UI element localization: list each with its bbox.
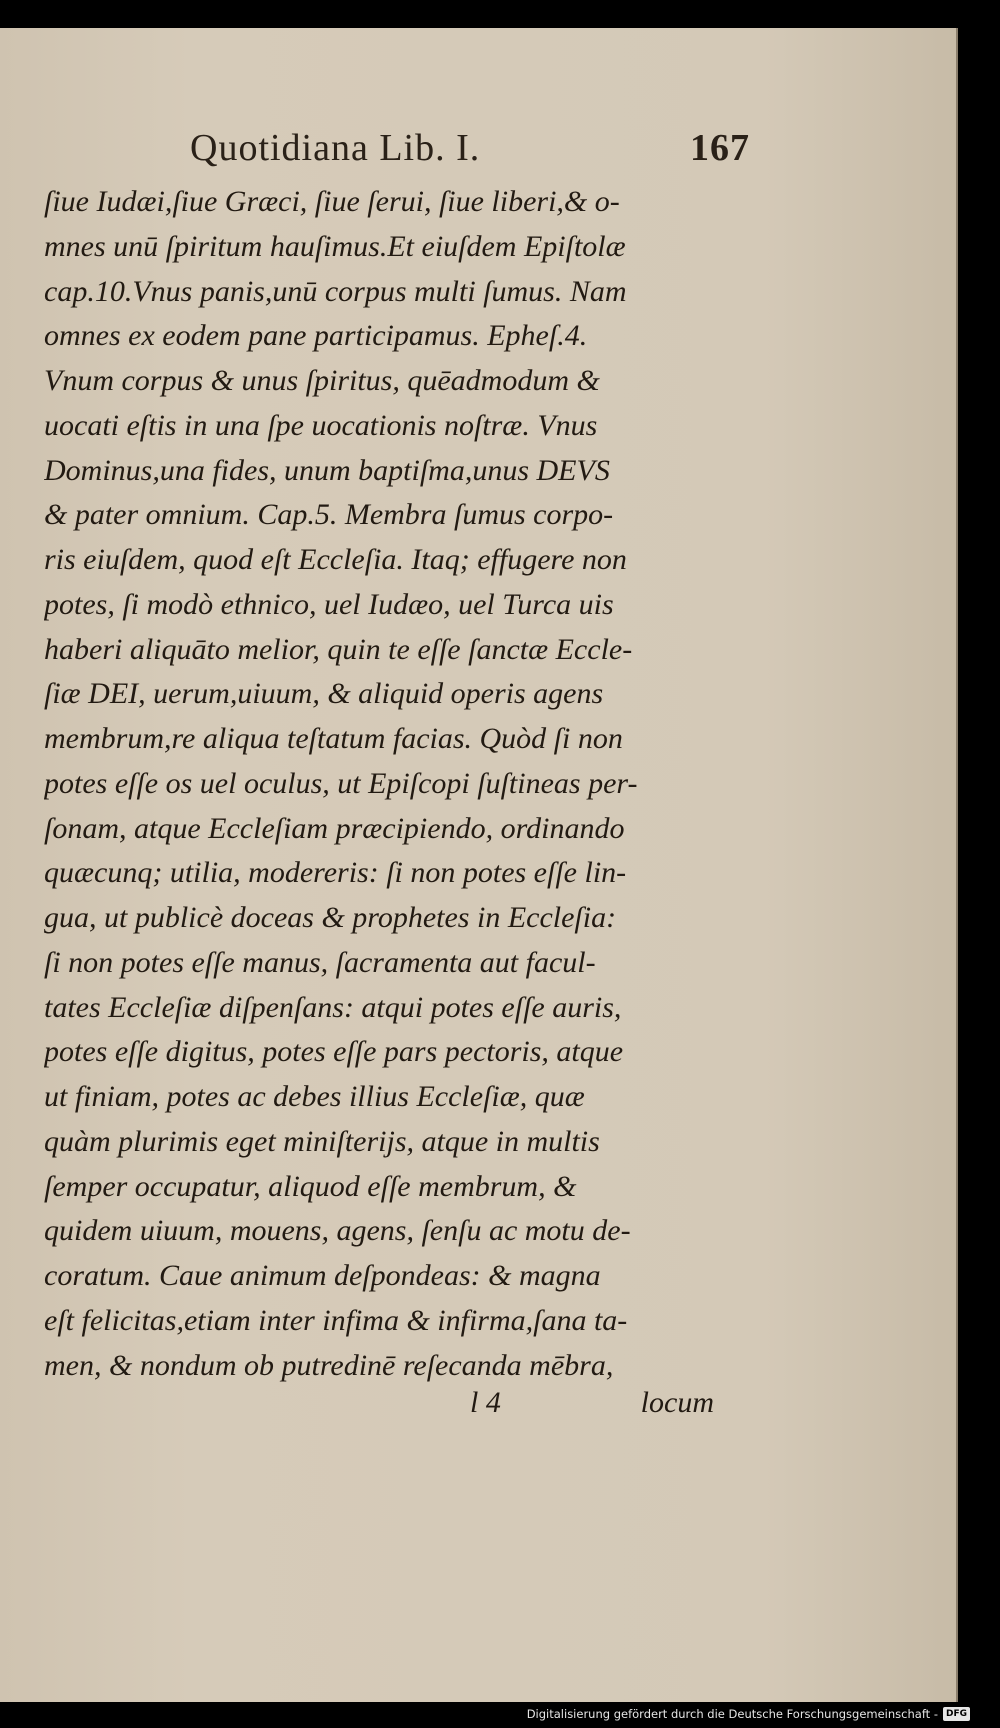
text-line: quæcunq; utilia, modereris: ſi non potes eſſe lin- <box>44 856 627 890</box>
text-line: Dominus,una fides, unum baptiſma,unus DEVS <box>44 453 610 487</box>
running-head <box>190 126 750 176</box>
text-line: ris eiuſdem, quod eſt Eccleſia. Itaq; effugere non <box>44 543 627 576</box>
text-line: potes eſſe digitus, potes eſſe pars pectoris, atque <box>44 1035 624 1069</box>
text-line: men, & nondum ob putredinē reſecanda mēbra, <box>44 1348 614 1382</box>
text-line: ſi non potes eſſe manus, ſacramenta aut facul- <box>44 945 596 979</box>
text-line: potes, ſi modò ethnico, uel Iudæo, uel Turca uis <box>44 587 614 621</box>
digitization-credit <box>527 1705 970 1723</box>
text-line: gua, ut publicè doceas & prophetes in Eccleſia: <box>44 901 617 934</box>
text-line: quidem uiuum, mouens, agens, ſenſu ac motu de- <box>44 1214 631 1248</box>
text-line: cap.10.Vnus panis,unū corpus multi ſumus. Nam <box>44 274 627 308</box>
text-line: ſiue Iudæi,ſiue Græci, ſiue ſerui, ſiue liberi,& o- <box>44 185 620 218</box>
text-line: coratum. Caue animum deſpondeas: & magna <box>44 1259 601 1292</box>
text-line: ſiæ DEI, uerum,uiuum, & aliquid operis agens <box>44 677 604 711</box>
text-line: eſt felicitas,etiam inter infima & infirma,ſana ta- <box>44 1303 628 1337</box>
text-line: quàm plurimis eget miniſterijs, atque in multis <box>44 1124 600 1158</box>
text-line: ſemper occupatur, aliquod eſſe membrum, & <box>44 1169 577 1203</box>
text-line: membrum,re aliqua teſtatum facias. Quòd ſi non <box>44 722 623 755</box>
signature-mark: l 4 <box>470 1386 501 1419</box>
text-line: & pater omnium. Cap.5. Membra ſumus corpo- <box>44 498 614 532</box>
page-number: 167 <box>690 127 750 169</box>
catchword: locum <box>640 1386 714 1419</box>
text-line: omnes ex eodem pane participamus. Epheſ.4. <box>44 319 588 353</box>
book-page <box>0 28 958 1702</box>
text-line: tates Eccleſiæ diſpenſans: atqui potes eſſe auris, <box>44 990 622 1024</box>
text-line: potes eſſe os uel oculus, ut Epiſcopi ſuſtineas per- <box>44 766 638 800</box>
text-line: mnes unū ſpiritum hauſimus.Et eiuſdem Epiſtolæ <box>44 229 626 263</box>
credit-text: Digitalisierung gefördert durch die Deutsche Forschungsgemeinschaft - <box>526 1707 938 1721</box>
text-line: uocati eſtis in una ſpe uocationis noſtræ. Vnus <box>44 408 598 442</box>
dfg-logo: DFG <box>943 1707 970 1721</box>
text-line: ſonam, atque Eccleſiam præcipiendo, ordinando <box>44 811 625 845</box>
running-title: Quotidiana Lib. I. <box>190 127 481 169</box>
signature-line <box>44 1386 714 1430</box>
text-block <box>44 180 714 1388</box>
text-line: haberi aliquāto melior, quin te eſſe ſanctæ Eccle- <box>44 632 633 666</box>
text-line: ut finiam, potes ac debes illius Eccleſiæ, quæ <box>44 1080 585 1113</box>
text-line: Vnum corpus & unus ſpiritus, quēadmodum & <box>44 364 600 397</box>
